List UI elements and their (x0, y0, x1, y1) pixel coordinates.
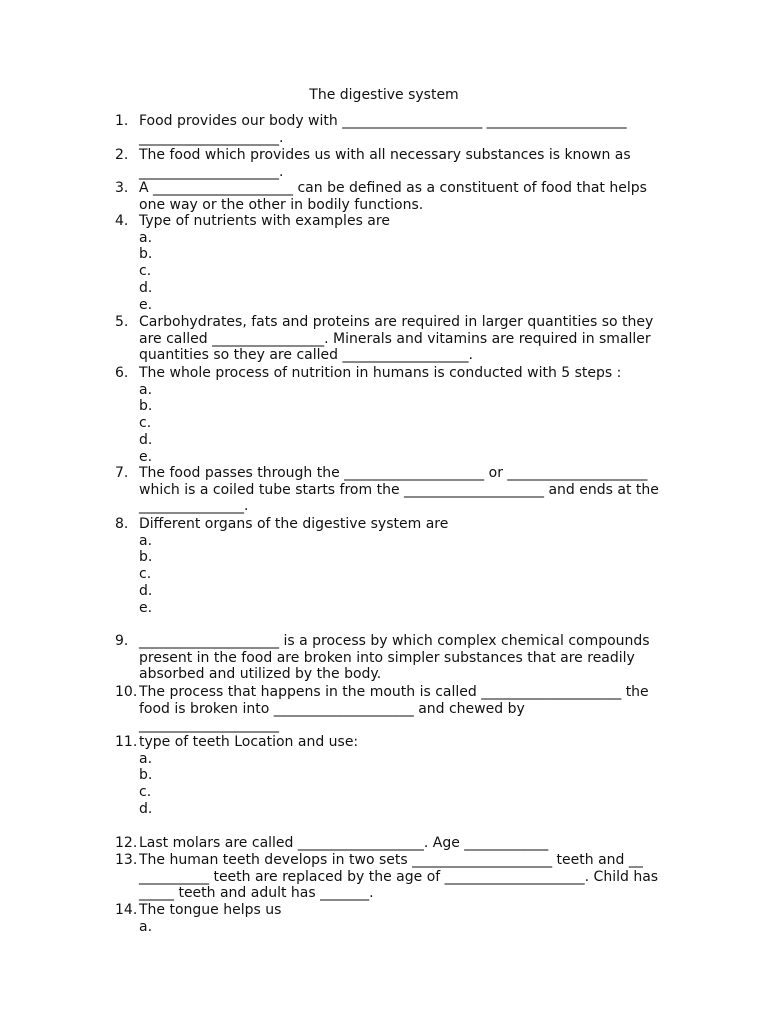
question-text-line: Carbohydrates, fats and proteins are required in larger quantities so they (139, 314, 654, 330)
question-text-line: quantities so they are called __________________. (139, 347, 473, 364)
question-text-line: food is broken into ____________________ and chewed by (139, 700, 525, 717)
answer-option-label: a. (139, 532, 153, 549)
question-text-line: ____________________. (139, 163, 284, 180)
question-text-line: _______________. (139, 498, 249, 515)
answer-option-label: e. (139, 448, 153, 465)
question-text-line: _____ teeth and adult has _______. (139, 885, 374, 902)
answer-option-label: a. (139, 229, 153, 246)
question-text-line: one way or the other in bodily functions. (139, 196, 424, 213)
answer-option-label: c. (139, 784, 152, 801)
answer-option-label: d. (139, 800, 153, 817)
question-text-line: type of teeth Location and use: (139, 734, 359, 750)
question-text-line: ____________________ is a process by which complex chemical compounds (139, 633, 650, 649)
answer-option-label: a. (139, 381, 153, 398)
answer-option-label: c. (139, 566, 152, 583)
answer-option-label: c. (139, 415, 152, 432)
answer-option-label: e. (139, 599, 153, 616)
answer-option-label: b. (139, 246, 153, 263)
question-text-line: __________ teeth are replaced by the age of ____________________. Child has (139, 868, 659, 885)
question-text-line: The process that happens in the mouth is called ____________________ the (139, 684, 649, 700)
question-text-line: Last molars are called __________________. Age ____________ (139, 835, 549, 851)
question-number: 8. (115, 516, 129, 532)
question-text-line: Type of nutrients with examples are (139, 213, 390, 229)
question-number: 14. (115, 902, 138, 918)
question-text-line: A ____________________ can be defined as a constituent of food that helps (139, 180, 647, 196)
answer-option-label: d. (139, 431, 153, 448)
question-number: 12. (115, 835, 138, 851)
question-text-line: ____________________. (139, 129, 284, 146)
question-number: 6. (115, 365, 129, 381)
question-text-line: Food provides our body with ____________________ ____________________ (139, 113, 627, 129)
question-text-line: The food passes through the ____________________ or ____________________ (139, 465, 648, 481)
question-text-line: which is a coiled tube starts from the ____________________ and ends at the (139, 481, 659, 498)
question-number: 7. (115, 465, 129, 481)
question-number: 10. (115, 684, 138, 700)
question-text-line: absorbed and utilized by the body. (139, 666, 382, 683)
question-number: 5. (115, 314, 129, 330)
answer-option-label: c. (139, 263, 152, 280)
question-text-line: are called ________________. Minerals and vitamins are required in smaller (139, 330, 651, 347)
question-text-line: present in the food are broken into simpler substances that are readily (139, 649, 635, 666)
answer-option-label: d. (139, 279, 153, 296)
answer-option-label: d. (139, 582, 153, 599)
answer-option-label: e. (139, 296, 153, 313)
question-text-line: The human teeth develops in two sets ____________________ teeth and __ (139, 852, 643, 868)
question-text-line: The food which provides us with all necessary substances is known as (139, 147, 631, 163)
question-number: 1. (115, 113, 129, 129)
question-text-line: Different organs of the digestive system are (139, 516, 449, 532)
question-number: 9. (115, 633, 129, 649)
answer-option-label: a. (139, 918, 153, 935)
question-number: 4. (115, 213, 129, 229)
question-number: 2. (115, 147, 129, 163)
page-title: The digestive system (309, 87, 459, 103)
question-number: 13. (115, 852, 138, 868)
answer-option-label: a. (139, 750, 153, 767)
answer-option-label: b. (139, 398, 153, 415)
question-text-line: ____________________ (139, 717, 279, 734)
answer-option-label: b. (139, 767, 153, 784)
answer-option-label: b. (139, 549, 153, 566)
question-text-line: The tongue helps us (139, 902, 282, 918)
question-number: 3. (115, 180, 129, 196)
question-number: 11. (115, 734, 138, 750)
question-text-line: The whole process of nutrition in humans is conducted with 5 steps : (139, 365, 622, 381)
